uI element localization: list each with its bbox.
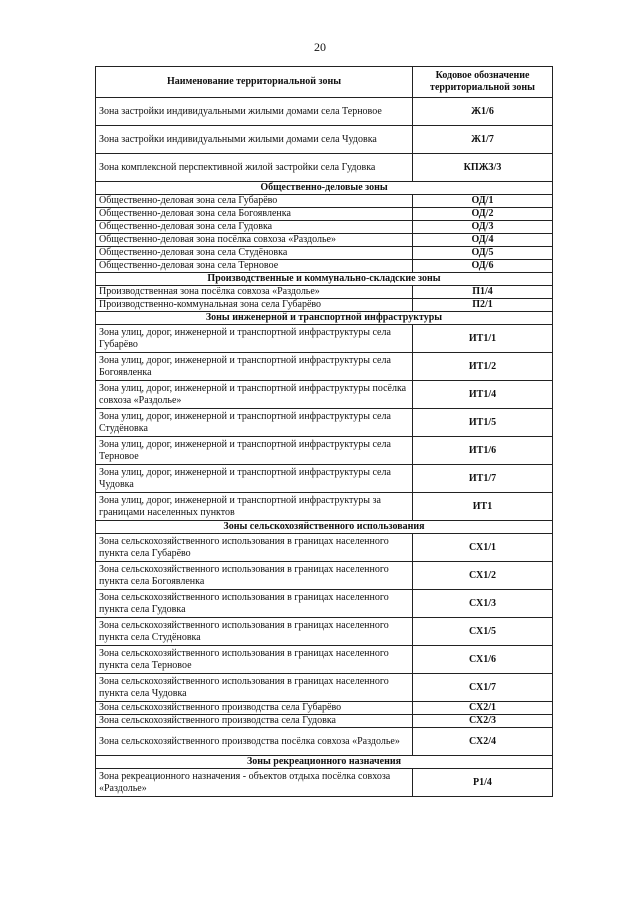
table-row (96, 381, 553, 409)
section-title: Зоны рекреационного назначения (96, 756, 553, 769)
zone-name-cell: Производственная зона посёлка совхоза «Раздолье» (96, 286, 413, 299)
column-header-zone-code: Кодовое обозначение территориальной зоны (413, 67, 553, 98)
zone-name-cell: Общественно-деловая зона села Губарёво (96, 195, 413, 208)
section-title: Зоны сельскохозяйственного использования (96, 521, 553, 534)
zone-code-cell: СХ1/6 (413, 646, 553, 674)
zone-code-cell: ОД/2 (413, 208, 553, 221)
table-row (96, 286, 553, 299)
zones-table (95, 66, 553, 797)
zone-name-cell: Общественно-деловая зона села Богоявленка (96, 208, 413, 221)
table-row (96, 590, 553, 618)
table-row (96, 618, 553, 646)
zone-name-cell: Зона улиц, дорог, инженерной и транспортной инфраструктуры села Губарёво (96, 325, 413, 353)
section-title: Зоны инженерной и транспортной инфраструктуры (96, 312, 553, 325)
zone-code-cell: КПЖЗ/3 (413, 154, 553, 182)
table-row (96, 409, 553, 437)
section-header-row (96, 273, 553, 286)
table-row (96, 715, 553, 728)
table-row (96, 493, 553, 521)
zone-code-cell: ИТ1/5 (413, 409, 553, 437)
zone-code-cell: П2/1 (413, 299, 553, 312)
section-header-row (96, 521, 553, 534)
zone-name-cell: Зона сельскохозяйственного производства села Гудовка (96, 715, 413, 728)
zone-code-cell: ОД/3 (413, 221, 553, 234)
page-number: 20 (314, 40, 326, 54)
zone-name-cell: Зона сельскохозяйственного использования в границах населенного пункта села Терновое (96, 646, 413, 674)
section-header-row (96, 182, 553, 195)
zone-name-cell: Зона застройки индивидуальными жилыми домами села Терновое (96, 98, 413, 126)
section-header-row (96, 312, 553, 325)
table-row (96, 234, 553, 247)
table-row (96, 562, 553, 590)
section-header-row (96, 756, 553, 769)
table-row (96, 98, 553, 126)
zone-code-cell: СХ1/5 (413, 618, 553, 646)
zone-code-cell: СХ2/3 (413, 715, 553, 728)
table-row (96, 126, 553, 154)
zone-code-cell: ИТ1 (413, 493, 553, 521)
zone-code-cell: СХ2/1 (413, 702, 553, 715)
zone-code-cell: ОД/4 (413, 234, 553, 247)
zone-name-cell: Общественно-деловая зона села Студёновка (96, 247, 413, 260)
zone-name-cell: Зона улиц, дорог, инженерной и транспортной инфраструктуры села Чудовка (96, 465, 413, 493)
table-row (96, 325, 553, 353)
zone-name-cell: Общественно-деловая зона села Гудовка (96, 221, 413, 234)
zone-name-cell: Зона улиц, дорог, инженерной и транспортной инфраструктуры села Терновое (96, 437, 413, 465)
zone-name-cell: Зона улиц, дорог, инженерной и транспортной инфраструктуры за границами населенных пунктов (96, 493, 413, 521)
zone-code-cell: ИТ1/7 (413, 465, 553, 493)
zone-name-cell: Зона сельскохозяйственного использования в границах населенного пункта села Чудовка (96, 674, 413, 702)
zone-name-cell: Зона комплексной перспективной жилой застройки села Гудовка (96, 154, 413, 182)
zone-name-cell: Зона сельскохозяйственного производства села Губарёво (96, 702, 413, 715)
zone-code-cell: СХ1/2 (413, 562, 553, 590)
zone-name-cell: Зона сельскохозяйственного производства посёлка совхоза «Раздолье» (96, 728, 413, 756)
table-row (96, 437, 553, 465)
zone-name-cell: Зона улиц, дорог, инженерной и транспортной инфраструктуры посёлка совхоза «Раздолье» (96, 381, 413, 409)
table-row (96, 353, 553, 381)
zone-code-cell: ОД/1 (413, 195, 553, 208)
zone-code-cell: Р1/4 (413, 769, 553, 797)
zone-code-cell: ИТ1/1 (413, 325, 553, 353)
zone-name-cell: Зона сельскохозяйственного использования в границах населенного пункта села Гудовка (96, 590, 413, 618)
zone-name-cell: Производственно-коммунальная зона села Губарёво (96, 299, 413, 312)
table-row (96, 299, 553, 312)
zone-code-cell: ОД/6 (413, 260, 553, 273)
zone-code-cell: СХ1/1 (413, 534, 553, 562)
table-row (96, 247, 553, 260)
table-row (96, 674, 553, 702)
table-row (96, 702, 553, 715)
zone-code-cell: ИТ1/2 (413, 353, 553, 381)
table-row (96, 465, 553, 493)
table-row (96, 728, 553, 756)
zone-name-cell: Зона рекреационного назначения - объектов отдыха посёлка совхоза «Раздолье» (96, 769, 413, 797)
table-row (96, 154, 553, 182)
zone-name-cell: Общественно-деловая зона села Терновое (96, 260, 413, 273)
zone-code-cell: ИТ1/4 (413, 381, 553, 409)
zone-name-cell: Зона улиц, дорог, инженерной и транспортной инфраструктуры села Богоявленка (96, 353, 413, 381)
zone-code-cell: СХ1/7 (413, 674, 553, 702)
table-row (96, 260, 553, 273)
zone-name-cell: Зона сельскохозяйственного использования в границах населенного пункта села Богоявленка (96, 562, 413, 590)
zone-code-cell: СХ1/3 (413, 590, 553, 618)
zone-code-cell: Ж1/7 (413, 126, 553, 154)
table-row (96, 646, 553, 674)
zone-code-cell: ОД/5 (413, 247, 553, 260)
zone-name-cell: Зона сельскохозяйственного использования в границах населенного пункта села Губарёво (96, 534, 413, 562)
zone-name-cell: Зона сельскохозяйственного использования в границах населенного пункта села Студёновка (96, 618, 413, 646)
table-row (96, 221, 553, 234)
section-title: Производственные и коммунально-складские зоны (96, 273, 553, 286)
zone-name-cell: Зона улиц, дорог, инженерной и транспортной инфраструктуры села Студёновка (96, 409, 413, 437)
zone-name-cell: Зона застройки индивидуальными жилыми домами села Чудовка (96, 126, 413, 154)
zone-code-cell: П1/4 (413, 286, 553, 299)
zone-name-cell: Общественно-деловая зона посёлка совхоза «Раздолье» (96, 234, 413, 247)
column-header-zone-name: Наименование территориальной зоны (96, 67, 413, 98)
zone-code-cell: ИТ1/6 (413, 437, 553, 465)
section-title: Общественно-деловые зоны (96, 182, 553, 195)
zone-code-cell: Ж1/6 (413, 98, 553, 126)
table-row (96, 208, 553, 221)
table-row (96, 534, 553, 562)
table-row (96, 769, 553, 797)
zone-code-cell: СХ2/4 (413, 728, 553, 756)
table-header-row (96, 67, 553, 98)
table-row (96, 195, 553, 208)
zones-table-body (96, 98, 553, 797)
